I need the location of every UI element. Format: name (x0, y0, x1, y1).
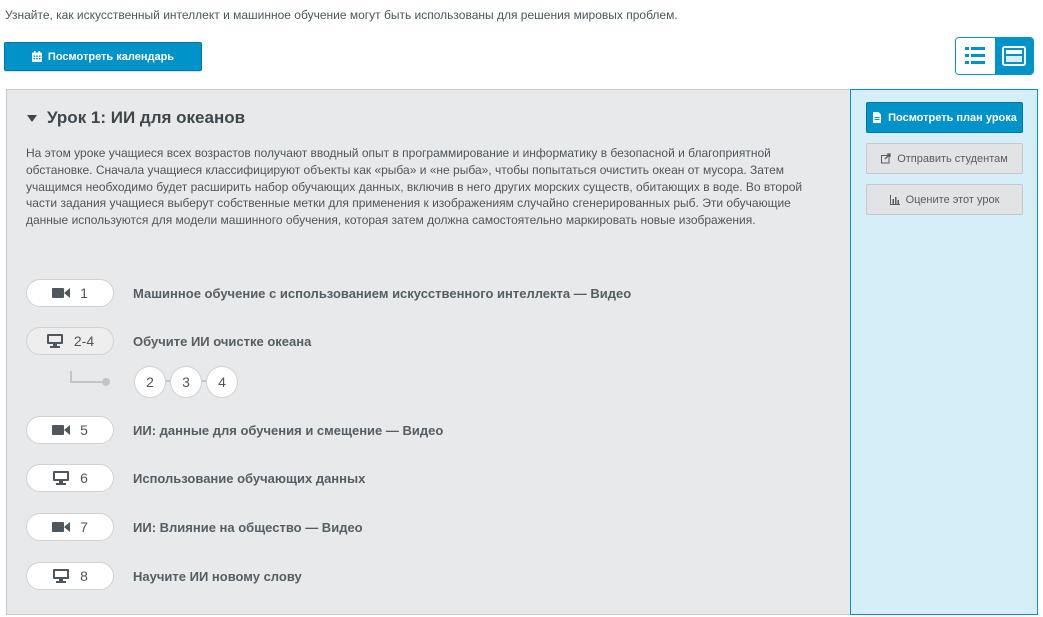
caret-down-icon (27, 115, 37, 122)
level-number: 8 (80, 568, 88, 584)
level-pill-2-4[interactable] (26, 327, 114, 355)
monitor-icon (46, 334, 64, 348)
wide-view-button[interactable] (995, 38, 1034, 74)
intro-text: Узнайте, как искусственный интеллект и машинное обучение могут быть использованы для решения мировых проблем. (5, 8, 678, 22)
step-title[interactable]: Обучите ИИ очистке океана (133, 333, 312, 349)
view-calendar-button[interactable] (4, 42, 202, 71)
level-number: 7 (80, 519, 88, 535)
lesson-step (26, 416, 443, 444)
level-number: 2-4 (73, 333, 95, 349)
level-number: 6 (80, 470, 88, 486)
lesson-step (26, 279, 631, 307)
level-pill-5[interactable] (26, 416, 114, 444)
view-lesson-plan-button[interactable] (866, 102, 1023, 133)
calendar-icon (32, 51, 42, 62)
lesson-step (26, 464, 365, 492)
lesson-description: На этом уроке учащиеся всех возрастов получают вводный опыт в программирование и информатику в безопасной и благоприятной обстановке. Сначала учащиеся классифицируют объекты как «рыба» и «не рыба», чтобы попытаться очистить океан от мусора. Затем учащимся необходимо будет расширить набор обучающих данных, включив в него других морских существ, обитающих в воде. Во второй части задания учащиеся выберут собственные метки для применения к изображениям случайно сгенерированных рыб. Эти обучающие данные используются для модели машинного обучения, которая затем должна самостоятельно маркировать новые изображения. (26, 146, 803, 228)
video-icon (52, 520, 70, 534)
lesson-title: Урок 1: ИИ для океанов (47, 108, 246, 127)
level-pill-6[interactable] (26, 464, 114, 492)
lesson-panel (6, 89, 851, 615)
step-title[interactable]: Машинное обучение с использованием искусственного интеллекта — Видео (133, 285, 632, 301)
lesson-step (26, 562, 302, 590)
rate-lesson-label: Оцените этот урок (905, 193, 1000, 206)
list-view-icon (962, 43, 988, 69)
lesson-title-toggle[interactable] (27, 108, 245, 128)
sublevel-bubble[interactable]: 3 (170, 366, 202, 398)
lesson-step (26, 327, 311, 355)
step-title[interactable]: Использование обучающих данных (133, 470, 366, 486)
sublevel-bubble[interactable]: 4 (206, 366, 238, 398)
view-toggle (955, 37, 1034, 75)
video-icon (52, 286, 70, 300)
view-calendar-label: Посмотреть календарь (47, 50, 175, 63)
level-number: 1 (80, 285, 88, 301)
step-title[interactable]: ИИ: данные для обучения и смещение — Видео (133, 422, 444, 438)
step-title[interactable]: ИИ: Влияние на общество — Видео (133, 519, 363, 535)
monitor-icon (52, 569, 70, 583)
send-to-students-button[interactable] (866, 143, 1023, 174)
sublevel-connector (70, 371, 106, 383)
video-icon (52, 423, 70, 437)
sublevel-bubble[interactable]: 2 (134, 366, 166, 398)
sublevel-dot (102, 378, 110, 386)
rate-lesson-button[interactable] (866, 184, 1023, 215)
list-view-button[interactable] (956, 38, 995, 74)
wide-view-icon (1001, 43, 1027, 69)
bar-chart-icon (890, 194, 900, 205)
level-pill-1[interactable] (26, 279, 114, 307)
level-pill-7[interactable] (26, 513, 114, 541)
view-lesson-plan-label: Посмотреть план урока (888, 111, 1017, 124)
send-to-students-label: Отправить студентам (897, 152, 1008, 165)
monitor-icon (52, 471, 70, 485)
document-icon (872, 112, 882, 123)
step-title[interactable]: Научите ИИ новому слову (133, 568, 302, 584)
level-pill-8[interactable] (26, 562, 114, 590)
share-icon (881, 153, 891, 164)
lesson-step (26, 513, 363, 541)
lesson-sidebar (850, 89, 1038, 615)
level-number: 5 (80, 422, 88, 438)
